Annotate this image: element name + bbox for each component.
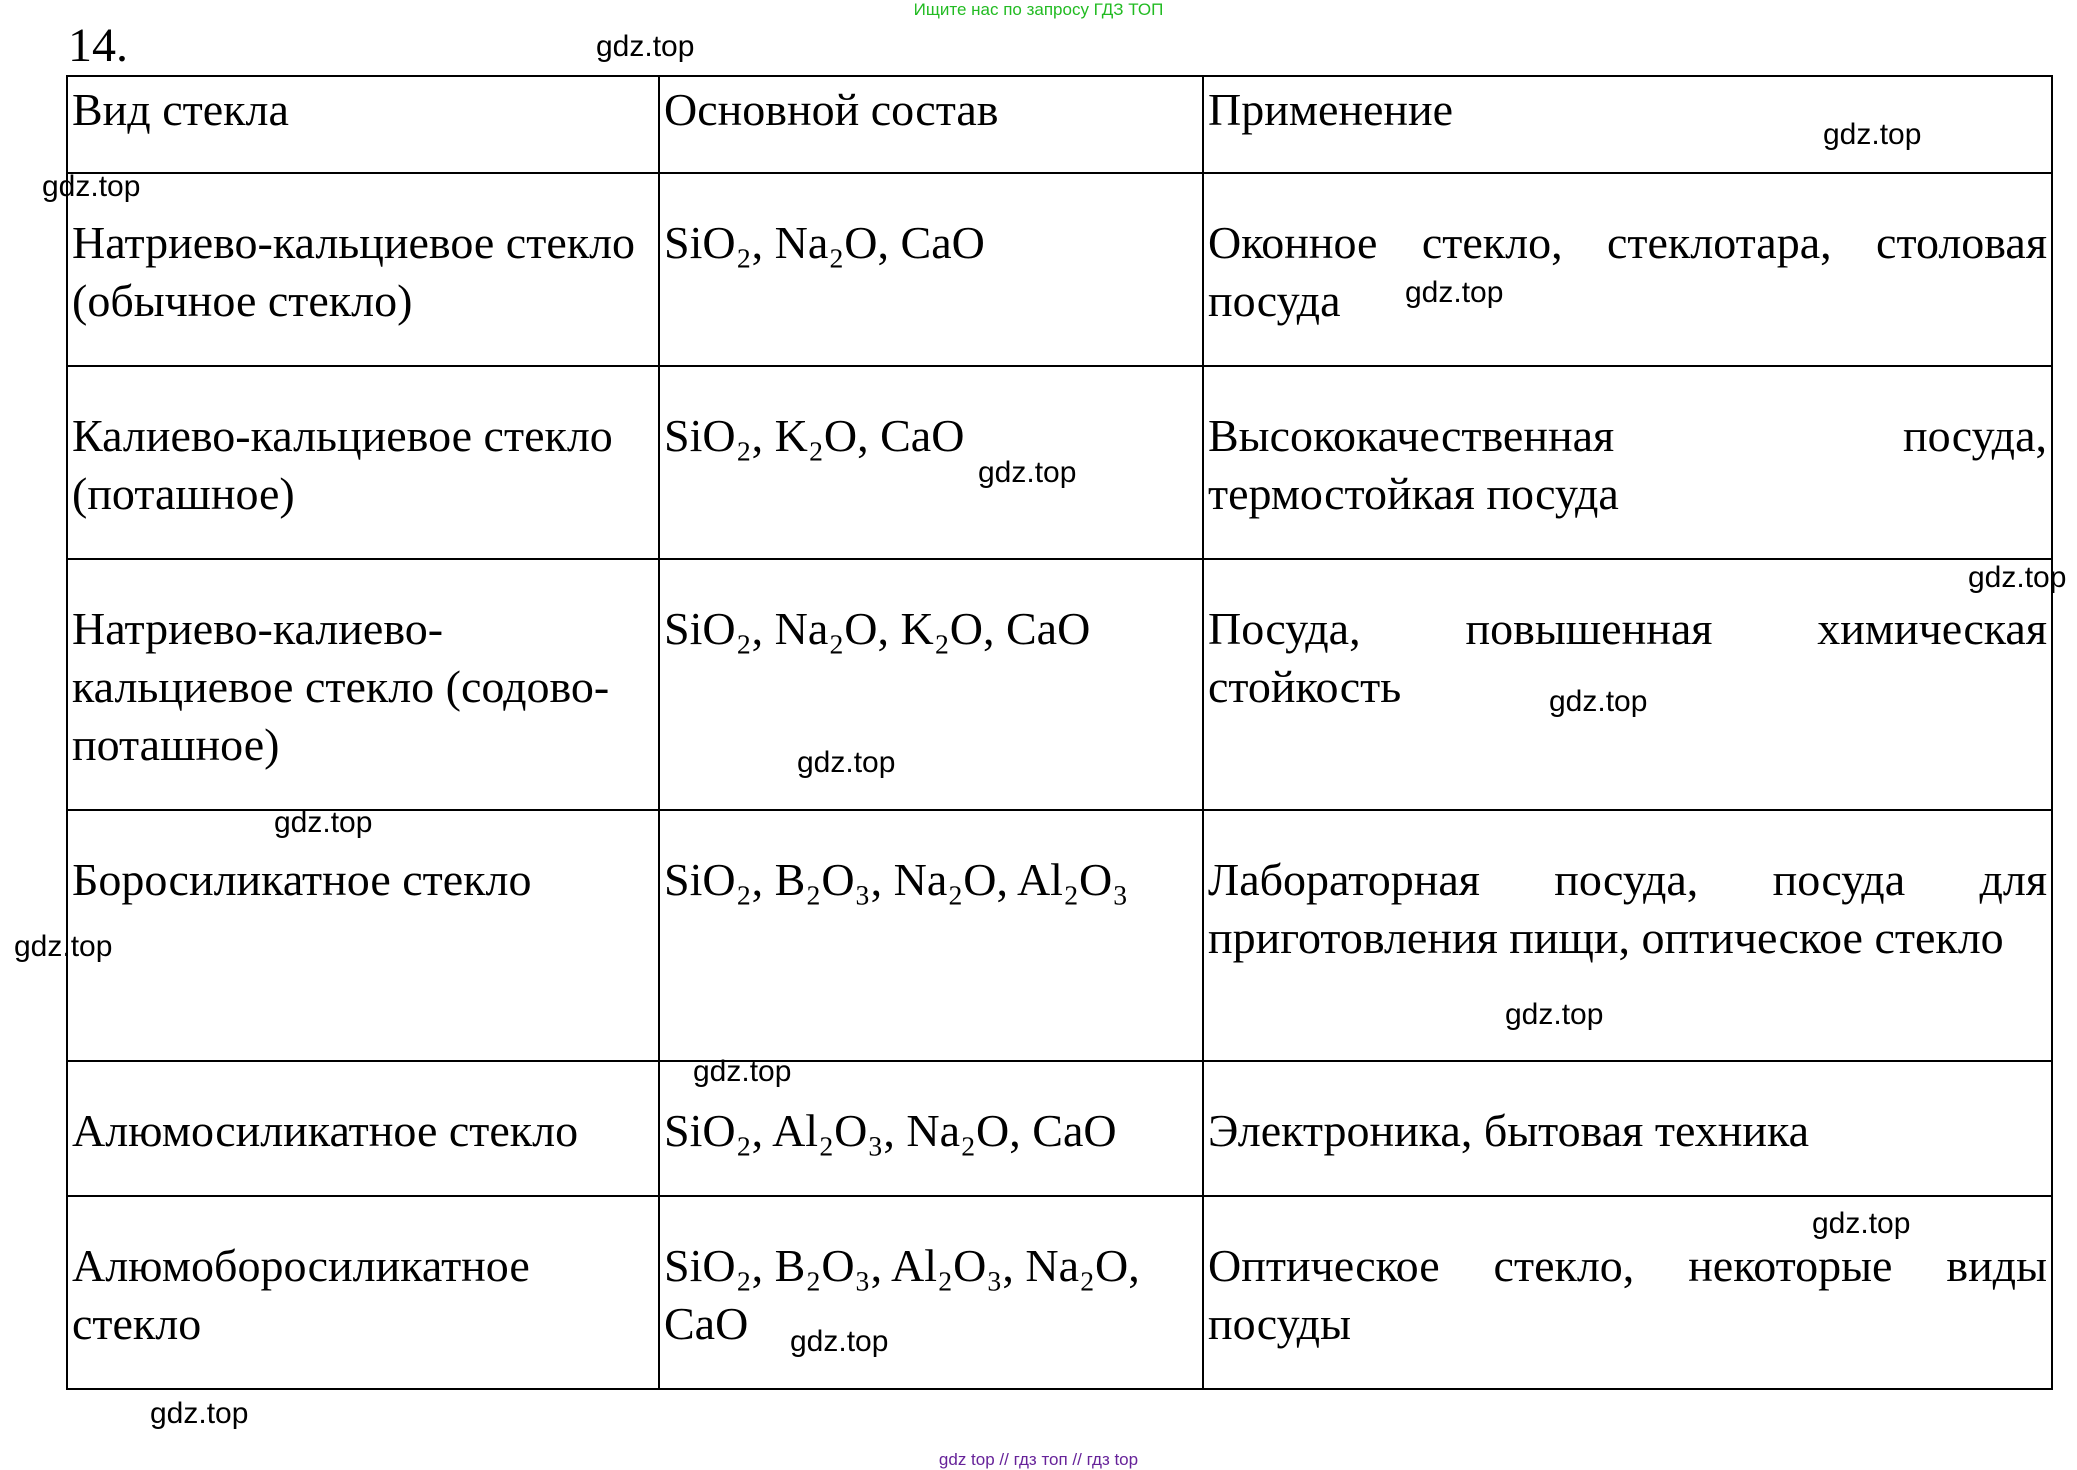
watermark: gdz.top: [797, 746, 896, 779]
usage-cell: Оптическое стекло, некоторые виды посуды: [1203, 1196, 2052, 1389]
watermark: gdz.top: [1549, 685, 1648, 718]
watermark: gdz.top: [596, 30, 695, 63]
table-row: [67, 173, 2052, 366]
glass-type-cell: Натриево-калиево-кальциевое стекло (содово-поташное): [67, 559, 659, 810]
watermark: gdz.top: [274, 806, 373, 839]
watermark: gdz.top: [14, 930, 113, 963]
composition-cell: SiO₂, Na₂O, K₂O, CaO: [659, 559, 1203, 810]
glass-type-cell: Калиево-кальциевое стекло (поташное): [67, 366, 659, 559]
glass-type-cell: Натриево-кальциевое стекло (обычное стекло): [67, 173, 659, 366]
watermark: gdz.top: [1968, 561, 2067, 594]
table-row: [67, 559, 2052, 810]
table-header-row: [67, 76, 2052, 173]
composition-cell: SiO₂, Al₂O₃, Na₂O, CaO: [659, 1061, 1203, 1196]
table-row: [67, 1061, 2052, 1196]
usage-cell: Электроника, бытовая техника: [1203, 1061, 2052, 1196]
top-banner: Ищите нас по запросу ГДЗ ТОП: [913, 0, 1164, 19]
table-row: [67, 810, 2052, 1061]
bottom-footer: gdz top // гдз топ // гдз top: [938, 1450, 1139, 1469]
usage-cell: Оконное стекло, стеклотара, столовая посуда: [1203, 173, 2052, 366]
watermark: gdz.top: [1505, 998, 1604, 1031]
composition-cell: SiO₂, B₂O₃, Al₂O₃, Na₂O, CaO: [659, 1196, 1203, 1389]
header-usage: Применение: [1203, 76, 2052, 173]
header-composition: Основной состав: [659, 76, 1203, 173]
glass-types-table: [66, 75, 2053, 1390]
problem-number: 14.: [68, 19, 128, 72]
watermark: gdz.top: [1405, 276, 1504, 309]
glass-type-cell: Алюмосиликатное стекло: [67, 1061, 659, 1196]
composition-cell: SiO₂, K₂O, CaO: [659, 366, 1203, 559]
glass-type-cell: Боросиликатное стекло: [67, 810, 659, 1061]
glass-type-cell: Алюмоборосиликатное стекло: [67, 1196, 659, 1389]
composition-cell: SiO₂, B₂O₃, Na₂O, Al₂O₃: [659, 810, 1203, 1061]
usage-cell: Высококачественная посуда, термостойкая посуда: [1203, 366, 2052, 559]
watermark: gdz.top: [978, 456, 1077, 489]
usage-cell: Посуда, повышенная химическая стойкость: [1203, 559, 2052, 810]
watermark: gdz.top: [1823, 118, 1922, 151]
watermark: gdz.top: [1812, 1207, 1911, 1240]
watermark: gdz.top: [42, 170, 141, 203]
composition-cell: SiO₂, Na₂O, CaO: [659, 173, 1203, 366]
watermark: gdz.top: [693, 1055, 792, 1088]
watermark: gdz.top: [790, 1325, 889, 1358]
usage-cell: Лабораторная посуда, посуда для приготовления пищи, оптическое стекло: [1203, 810, 2052, 1061]
watermark: gdz.top: [150, 1397, 249, 1430]
header-glass-type: Вид стекла: [67, 76, 659, 173]
table-row: [67, 1196, 2052, 1389]
